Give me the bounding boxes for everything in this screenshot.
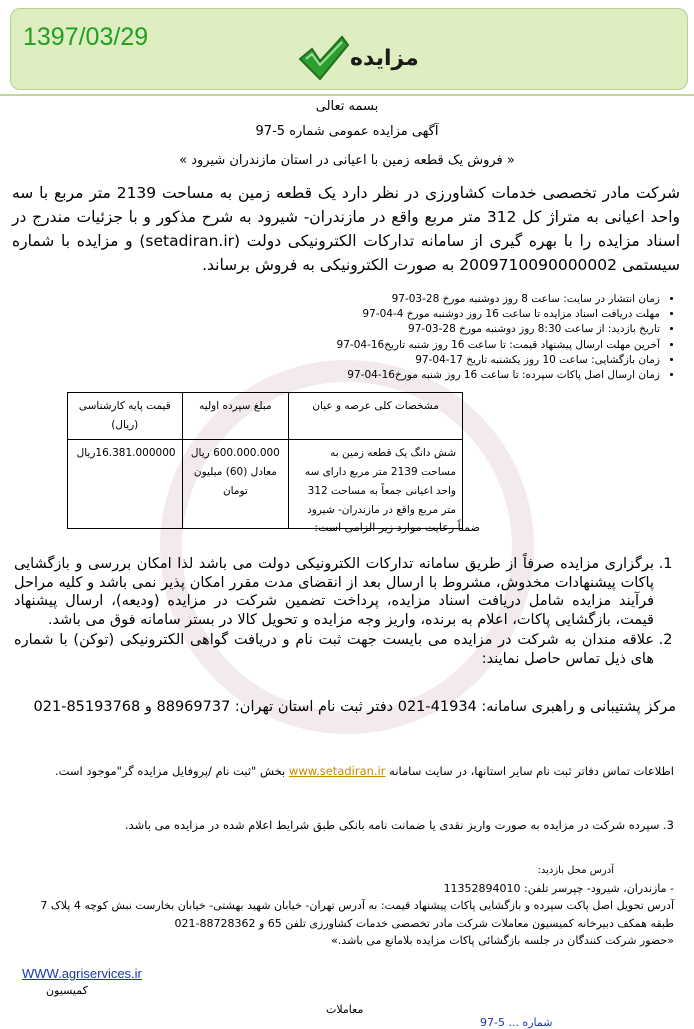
requirements-note: ضمناً رعایت موارد زیر الزامی است: (314, 521, 480, 534)
notice-subject: « فروش یک قطعه زمین با اعیانی در استان مازندران شیرود » (179, 153, 515, 168)
header-banner (10, 8, 688, 90)
schedule-list (70, 292, 676, 383)
notice-number: آگهی مزایده عمومی شماره 5-97 (255, 124, 439, 139)
table-header-deposit: مبلغ سپرده اولیه (182, 393, 289, 440)
cut-off-line: شماره ... 5-97 (480, 1016, 553, 1029)
commission-label: کمیسیون (46, 984, 88, 997)
title-block (296, 31, 425, 85)
basmala: بسمه تعالی (315, 99, 379, 114)
offices-text-before: اطلاعات تماس دفاتر ثبت نام سایر استانها، در سایت سامانه (385, 764, 674, 778)
table-header-specs: مشخصات کلی عرصه و عیان (289, 393, 463, 440)
schedule-item: • آخرین مهلت ارسال پیشنهاد قیمت: تا ساعت 16 روز شنبه تاریخ16-04-97 (70, 338, 660, 353)
green-checkmark-icon (296, 31, 350, 85)
schedule-item: • زمان ارسال اصل پاکات سپرده: تا ساعت 16 روز شنبه مورخ16-04-97 (70, 368, 660, 383)
requirements-list (14, 555, 680, 670)
deals-label: معاملات (326, 1003, 364, 1016)
table-cell-deposit: 600.000.000 ریال معادل (60) میلیون تومان (182, 440, 289, 529)
visit-address: - مازندران، شیرود- چپرسر تلفن: 11352894010 (443, 881, 674, 895)
requirement-item: 2. علاقه مندان به شرکت در مزایده می بایست جهت ثبت نام و دریافت گواهی الکترونیکی (توکن) با شماره های ذیل تماس حاصل نمایند: (14, 631, 654, 668)
offices-text-after: بخش "ثبت نام /پروفایل مزایده گر"موجود است. (54, 764, 289, 778)
table-header-base-price: قیمت پایه کارشناسی (ریال) (68, 393, 183, 440)
table-cell-base-price: 16.381.000000ریال (68, 440, 183, 529)
requirement-item-3: 3. سپرده شرکت در مزایده به صورت واریز نقدی یا ضمانت نامه بانکی طبق شرایط اعلام شده در مزایده می باشد. (124, 818, 674, 832)
table-cell-specs: شش دانگ یک قطعه زمین به مساحت 2139 متر مربع دارای سه واحد اعیانی جمعاً به مساحت 312 متر مربع واقع در مازندران- شیرود (289, 440, 463, 529)
schedule-item: • زمان انتشار در سایت: ساعت 8 روز دوشنبه مورخ 28-03-97 (70, 292, 660, 307)
setadiran-link[interactable]: www.setadiran.ir (288, 764, 386, 778)
schedule-item: • زمان بازگشایی: ساعت 10 روز یکشنبه تاریخ 17-04-97 (70, 353, 660, 368)
address-heading: آدرس محل بازدید: (537, 865, 614, 876)
schedule-item: • مهلت دریافت اسناد مزایده تا ساعت 16 روز دوشنبه مورخ 4-04-97 (70, 307, 660, 322)
attendance-note: «حضور شرکت کنندگان در جلسه بازگشائی پاکات مزایده بلامانع می باشد.» (331, 934, 674, 947)
banner-title: مزایده (350, 45, 419, 71)
auction-table (67, 392, 463, 529)
agriservices-link[interactable]: WWW.agriservices.ir (22, 966, 142, 981)
delivery-address: آدرس تحویل اصل پاکت سپرده و بازگشایی پاکات پیشنهاد قیمت: به آدرس تهران- خیابان شهید بهشتی- خیابان بخارست نبش کوچه 4 پلاک 7 طبقه همکف دبیرخانه کمیسیون معاملات شرکت مادر تخصصی خدمات کشاورزی تلفن 65 و 88728362-021 (40, 899, 674, 930)
support-contact: مرکز پشتیبانی و راهبری سامانه: 41934-021 دفتر ثبت نام استان تهران: 88969737 و 85193768-021 (33, 699, 676, 715)
intro-paragraph: شرکت مادر تخصصی خدمات کشاورزی در نظر دارد یک قطعه زمین به مساحت 2139 متر مربع با سه واحد اعیانی به متراژ کل 312 متر مربع واقع در مازندران- شیرود به شرح مذکور و با جزئیات مندرج در اسناد مزایده را با بهره گیری از سامانه تدارکات الکترونیکی دولت (setadiran.ir) و مزایده با شماره سیستمی 2009710090000002 به صورت الکترونیکی به فروش برساند. (12, 184, 680, 274)
banner-divider (0, 94, 694, 96)
offices-info (22, 760, 674, 782)
requirement-item: 1. برگزاری مزایده صرفاً از طریق سامانه تدارکات الکترونیکی دولت می باشد لذا امکان بررسی و بازگشایی پاکات پیشنهادات مخدوش، مشروط با ارسال بعد از انقضای مدت مقرر امکان پذیر نمی باشد و کلیه مراحل فرآیند مزایده شامل دریافت اسناد مزایده، پرداخت تضمین شرکت در مزایده (ودیعه)، ارسال پیشنهاد قیمت، بازگشایی پاکات، اعلام به برنده، واریز وجه مزایده و تحویل کالا در بستر سامانه فوق می باشد. (14, 555, 654, 629)
publish-date: 1397/03/29 (23, 23, 149, 51)
address-block (22, 862, 674, 950)
schedule-item: • تاریخ بازدید: از ساعت 8:30 روز دوشنبه مورخ 28-03-97 (70, 322, 660, 337)
